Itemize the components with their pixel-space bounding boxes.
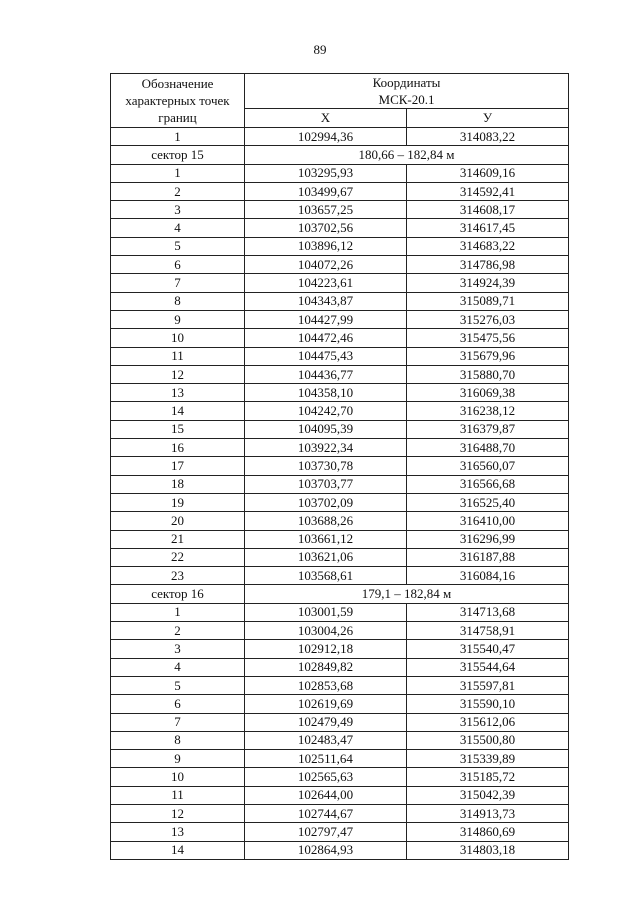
point-number: 13	[111, 384, 245, 402]
point-number: 3	[111, 640, 245, 658]
coord-x: 104472,46	[245, 329, 407, 347]
coord-x: 102744,67	[245, 804, 407, 822]
coord-y: 314758,91	[407, 622, 569, 640]
coord-x: 103295,93	[245, 164, 407, 182]
point-number: 8	[111, 292, 245, 310]
coord-y: 315185,72	[407, 768, 569, 786]
point-number: 2	[111, 182, 245, 200]
coord-y: 315089,71	[407, 292, 569, 310]
table-row	[111, 475, 569, 493]
coord-y: 314860,69	[407, 823, 569, 841]
point-number: 16	[111, 439, 245, 457]
point-number: 15	[111, 420, 245, 438]
coord-y: 314083,22	[407, 128, 569, 146]
point-number: 20	[111, 512, 245, 530]
point-number: 1	[111, 128, 245, 146]
coord-y: 314608,17	[407, 201, 569, 219]
table-row	[111, 256, 569, 274]
table-row	[111, 439, 569, 457]
coord-x: 103004,26	[245, 622, 407, 640]
coord-x: 104436,77	[245, 365, 407, 383]
coord-x: 103703,77	[245, 475, 407, 493]
point-number: 14	[111, 402, 245, 420]
coord-y: 314786,98	[407, 256, 569, 274]
coord-y: 314592,41	[407, 182, 569, 200]
table-row	[111, 823, 569, 841]
coord-y: 314617,45	[407, 219, 569, 237]
table-row	[111, 384, 569, 402]
point-number: 13	[111, 823, 245, 841]
table-row	[111, 786, 569, 804]
coord-x: 102483,47	[245, 731, 407, 749]
point-number: 11	[111, 786, 245, 804]
coord-x: 104475,43	[245, 347, 407, 365]
table-row	[111, 128, 569, 146]
coord-y: 315544,64	[407, 658, 569, 676]
table-row	[111, 512, 569, 530]
table-row	[111, 420, 569, 438]
coord-y: 314913,73	[407, 804, 569, 822]
coord-x: 103702,09	[245, 493, 407, 511]
page-number: 89	[313, 42, 327, 57]
table-row	[111, 567, 569, 585]
coord-y: 316379,87	[407, 420, 569, 438]
table-row	[111, 676, 569, 694]
header-point-designation: Обозначение характерных точек границ	[111, 74, 245, 128]
table-row	[111, 804, 569, 822]
point-number: 14	[111, 841, 245, 859]
header-y: У	[407, 109, 569, 128]
coord-y: 316410,00	[407, 512, 569, 530]
point-number: 4	[111, 658, 245, 676]
coord-y: 315500,80	[407, 731, 569, 749]
coord-x: 102479,49	[245, 713, 407, 731]
coord-y: 316069,38	[407, 384, 569, 402]
point-number: 21	[111, 530, 245, 548]
coord-x: 103001,59	[245, 603, 407, 621]
coord-y: 315880,70	[407, 365, 569, 383]
coord-x: 102849,82	[245, 658, 407, 676]
coord-y: 315597,81	[407, 676, 569, 694]
coord-x: 102994,36	[245, 128, 407, 146]
table-row	[111, 731, 569, 749]
point-number: 6	[111, 695, 245, 713]
point-number: 11	[111, 347, 245, 365]
coord-x: 102912,18	[245, 640, 407, 658]
coord-y: 314713,68	[407, 603, 569, 621]
point-number: 7	[111, 713, 245, 731]
coord-x: 102864,93	[245, 841, 407, 859]
coord-x: 104223,61	[245, 274, 407, 292]
table-row	[111, 713, 569, 731]
table-row	[111, 402, 569, 420]
table-row	[111, 292, 569, 310]
sector-label: сектор 15	[111, 146, 245, 164]
point-number: 23	[111, 567, 245, 585]
coord-y: 316296,99	[407, 530, 569, 548]
sector-header-row	[111, 585, 569, 603]
coord-x: 104072,26	[245, 256, 407, 274]
coord-y: 315339,89	[407, 750, 569, 768]
coord-y: 316187,88	[407, 548, 569, 566]
table-row	[111, 201, 569, 219]
coord-y: 316084,16	[407, 567, 569, 585]
point-number: 1	[111, 603, 245, 621]
table-row	[111, 329, 569, 347]
coord-x: 103922,34	[245, 439, 407, 457]
coord-y: 315679,96	[407, 347, 569, 365]
coord-y: 316566,68	[407, 475, 569, 493]
coord-x: 104343,87	[245, 292, 407, 310]
coord-x: 102644,00	[245, 786, 407, 804]
coord-y: 315612,06	[407, 713, 569, 731]
coord-x: 104358,10	[245, 384, 407, 402]
point-number: 4	[111, 219, 245, 237]
table-row	[111, 310, 569, 328]
point-number: 7	[111, 274, 245, 292]
table-body	[111, 128, 569, 860]
table-row	[111, 457, 569, 475]
table-row	[111, 237, 569, 255]
header-coordinates-title: Координаты	[372, 75, 441, 91]
coord-y: 315276,03	[407, 310, 569, 328]
point-number: 2	[111, 622, 245, 640]
coord-x: 103730,78	[245, 457, 407, 475]
coord-x: 102565,63	[245, 768, 407, 786]
table-row	[111, 768, 569, 786]
sector-label: сектор 16	[111, 585, 245, 603]
point-number: 8	[111, 731, 245, 749]
coordinates-table	[110, 73, 569, 860]
table-row	[111, 365, 569, 383]
table-header	[111, 74, 569, 128]
coord-y: 316238,12	[407, 402, 569, 420]
table-row	[111, 164, 569, 182]
point-number: 3	[111, 201, 245, 219]
coord-x: 103688,26	[245, 512, 407, 530]
table-row	[111, 622, 569, 640]
coord-x: 103702,56	[245, 219, 407, 237]
coord-y: 315540,47	[407, 640, 569, 658]
coord-x: 103657,25	[245, 201, 407, 219]
point-number: 10	[111, 329, 245, 347]
coord-x: 103568,61	[245, 567, 407, 585]
table-row	[111, 658, 569, 676]
sector-range: 179,1 – 182,84 м	[245, 585, 569, 603]
header-coordinates	[245, 74, 569, 109]
coord-x: 104095,39	[245, 420, 407, 438]
coord-y: 316525,40	[407, 493, 569, 511]
table-row	[111, 530, 569, 548]
coord-y: 316560,07	[407, 457, 569, 475]
point-number: 19	[111, 493, 245, 511]
point-number: 10	[111, 768, 245, 786]
sector-header-row	[111, 146, 569, 164]
point-number: 17	[111, 457, 245, 475]
coord-x: 103499,67	[245, 182, 407, 200]
coord-y: 315590,10	[407, 695, 569, 713]
header-x: Х	[245, 109, 407, 128]
table-row	[111, 841, 569, 859]
coord-x: 104427,99	[245, 310, 407, 328]
point-number: 9	[111, 310, 245, 328]
table-row	[111, 640, 569, 658]
table-row	[111, 219, 569, 237]
table-row	[111, 695, 569, 713]
coord-y: 314683,22	[407, 237, 569, 255]
coord-y: 314609,16	[407, 164, 569, 182]
coord-x: 102853,68	[245, 676, 407, 694]
coord-x: 104242,70	[245, 402, 407, 420]
coord-x: 103896,12	[245, 237, 407, 255]
header-coordinate-system: МСК-20.1	[378, 92, 435, 108]
coord-x: 102797,47	[245, 823, 407, 841]
point-number: 5	[111, 676, 245, 694]
coord-y: 316488,70	[407, 439, 569, 457]
coord-x: 102619,69	[245, 695, 407, 713]
coord-x: 103661,12	[245, 530, 407, 548]
table-row	[111, 603, 569, 621]
sector-range: 180,66 – 182,84 м	[245, 146, 569, 164]
coord-y: 314803,18	[407, 841, 569, 859]
point-number: 12	[111, 804, 245, 822]
point-number: 12	[111, 365, 245, 383]
table-row	[111, 548, 569, 566]
table-row	[111, 182, 569, 200]
table-row	[111, 750, 569, 768]
point-number: 5	[111, 237, 245, 255]
point-number: 22	[111, 548, 245, 566]
coord-y: 315042,39	[407, 786, 569, 804]
coord-x: 102511,64	[245, 750, 407, 768]
coord-y: 314924,39	[407, 274, 569, 292]
table-row	[111, 347, 569, 365]
coord-y: 315475,56	[407, 329, 569, 347]
point-number: 9	[111, 750, 245, 768]
point-number: 6	[111, 256, 245, 274]
point-number: 1	[111, 164, 245, 182]
table-row	[111, 274, 569, 292]
point-number: 18	[111, 475, 245, 493]
table-row	[111, 493, 569, 511]
coord-x: 103621,06	[245, 548, 407, 566]
